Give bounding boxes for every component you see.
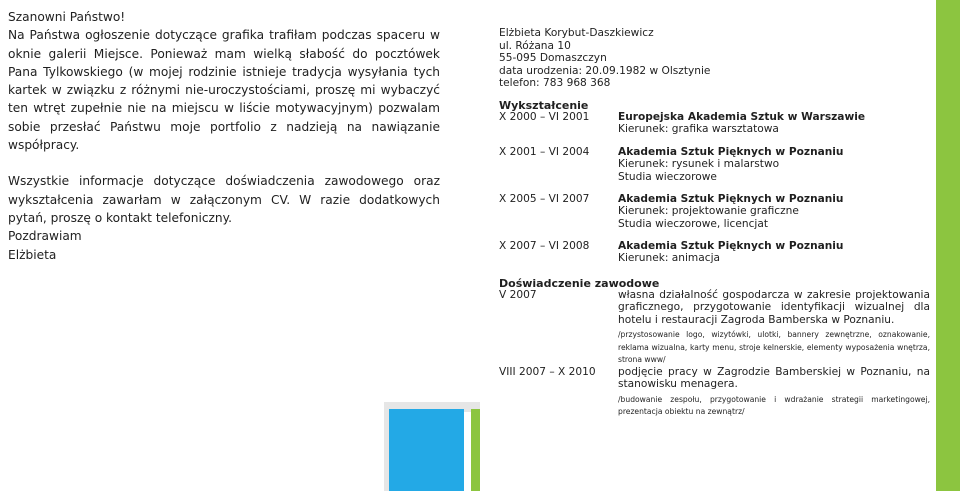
letter-paragraph-2: Wszystkie informacje dotyczące doświadczenia zawodowego oraz wykształcenia zawarłam w załączonym CV. W razie dodatkowych pytań, proszę o kontakt telefoniczny. bbox=[8, 174, 440, 225]
experience-note: /budowanie zespołu, przygotowanie i wdrażanie strategii marketingowej, prezentacja obiektu na zewnątrz/ bbox=[618, 394, 930, 417]
education-line: Studia wieczorowe bbox=[618, 170, 717, 183]
experience-note: /przystosowanie logo, wizytówki, ulotki, bannery zewnętrzne, oznakowanie, reklama wizualna, karty menu, stroje kelnerskie, elementy wyposażenia wnętrza, strona www/ bbox=[618, 330, 930, 365]
education-school: Akademia Sztuk Pięknych w Poznaniu bbox=[618, 146, 844, 158]
experience-description: podjęcie pracy w Zagrodzie Bamberskiej w Poznaniu, na stanowisku menagera. bbox=[618, 366, 930, 391]
education-school: Akademia Sztuk Pięknych w Poznaniu bbox=[618, 193, 844, 205]
contact-name: Elżbieta Korybut-Daszkiewicz bbox=[499, 27, 654, 39]
experience-dates: VIII 2007 – X 2010 bbox=[499, 366, 596, 378]
experience-description: własna działalność gospodarcza w zakresie projektowania graficznego, przygotowanie identyfikacji wizualnej dla hotelu i restauracji Zagroda Bamberska w Poznaniu. bbox=[618, 289, 930, 326]
letter-closing: Pozdrawiam bbox=[8, 229, 82, 244]
contact-street: ul. Różana 10 bbox=[499, 39, 571, 52]
contact-city: 55-095 Domaszczyn bbox=[499, 52, 607, 64]
contact-phone: telefon: 783 968 368 bbox=[499, 77, 611, 89]
contact-block bbox=[499, 27, 710, 90]
decor-blue-block bbox=[389, 409, 464, 491]
education-line: Kierunek: grafika warsztatowa bbox=[618, 123, 779, 136]
letter-signature: Elżbieta bbox=[8, 247, 57, 262]
education-line: Kierunek: rysunek i malarstwo bbox=[618, 158, 780, 171]
education-line: Kierunek: animacja bbox=[618, 252, 721, 265]
education-line: Studia wieczorowe, licencjat bbox=[618, 217, 768, 230]
decor-green-strip bbox=[471, 409, 480, 491]
experience-dates: V 2007 bbox=[499, 289, 537, 301]
education-dates: X 2000 – VI 2001 bbox=[499, 111, 590, 123]
decor-green-right-strip bbox=[936, 0, 960, 491]
experience-title: Doświadczenie zawodowe bbox=[499, 277, 660, 290]
education-dates: X 2001 – VI 2004 bbox=[499, 146, 590, 158]
education-title: Wykształcenie bbox=[499, 99, 589, 112]
education-school: Europejska Akademia Sztuk w Warszawie bbox=[618, 111, 866, 123]
cover-letter bbox=[8, 8, 440, 264]
education-dates: X 2007 – VI 2008 bbox=[499, 240, 590, 252]
letter-greeting: Szanowni Państwo! bbox=[8, 10, 126, 24]
letter-paragraph-1: Na Państwa ogłoszenie dotyczące grafika trafiłam podczas spaceru w oknie galerii Miejsce. Ponieważ mam wielką słabość do pocztówek Pana Tylkowskiego (w mojej rodzinie istnieje tradycja wysyłania tych kartek w związku z różnymi nie-uroczystościami, proszę mi wybaczyć ten wtręt zupełnie nie na miejscu w liście motywacyjnym) pozwalam sobie przesłać Państwu moje portfolio z nadzieją na nawiązanie współpracy. bbox=[8, 28, 440, 153]
education-school: Akademia Sztuk Pięknych w Poznaniu bbox=[618, 240, 844, 252]
contact-birth: data urodzenia: 20.09.1982 w Olsztynie bbox=[499, 64, 711, 77]
education-dates: X 2005 – VI 2007 bbox=[499, 193, 590, 205]
education-line: Kierunek: projektowanie graficzne bbox=[618, 205, 799, 218]
